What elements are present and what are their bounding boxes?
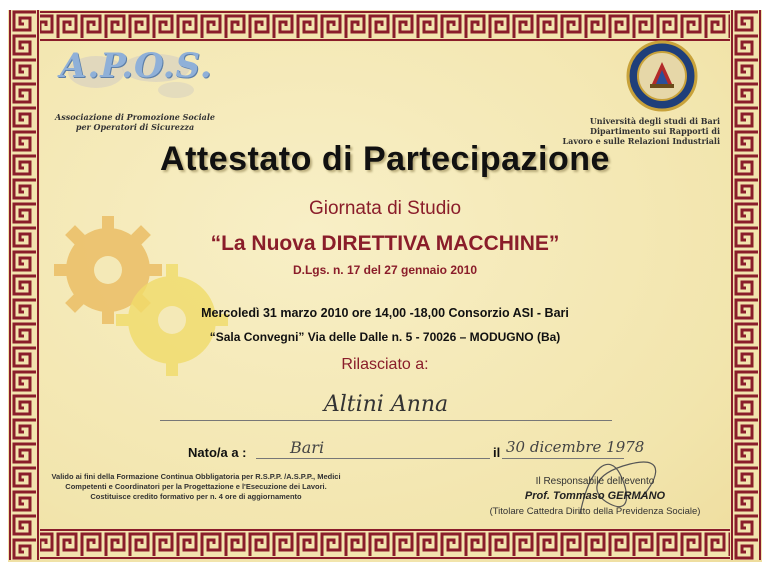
greek-key-border-right (730, 10, 762, 560)
birthdate-value: 30 dicembre 1978 (506, 438, 645, 456)
birthdate-label: il (493, 445, 501, 460)
certificate-subtitle: Giornata di Studio (308, 198, 462, 219)
greek-key-border-left (8, 10, 40, 560)
certificate-title: Attestato di Partecipazione (160, 140, 610, 178)
recipient-underline (160, 420, 612, 421)
event-date-location: Mercoledì 31 marzo 2010 ore 14,00 -18,00 Consorzio ASI - Bari (201, 306, 569, 320)
birthplace-underline (256, 458, 490, 459)
decree-reference: D.Lgs. n. 17 del 27 gennaio 2010 (292, 263, 478, 277)
greek-key-border-bottom (8, 528, 762, 560)
university-seal-icon (626, 40, 698, 112)
course-name: “La Nuova DIRETTIVA MACCHINE” (210, 232, 560, 255)
validity-note: Valido ai fini della Formazione Continua Obbligatoria per R.S.P.P. /A.S.P.P., Medici Competenti e Coordinatori per la Progettazione e l'Esecuzione dei Lavori. Costituisce credito formativo per n. 4 ore di aggiornamento (51, 472, 341, 501)
birthplace-value: Bari (290, 438, 325, 457)
event-address: “Sala Convegni” Via delle Dalle n. 5 - 70026 – MODUGNO (Ba) (209, 330, 561, 344)
greek-key-border-top (8, 10, 762, 42)
apos-logo: A.P.O.S. (60, 46, 213, 86)
recipient-name: Altini Anna (323, 392, 449, 417)
birthplace-label: Nato/a a : (188, 445, 247, 460)
university-caption: Università degli studi di Bari Dipartimento sui Rapporti di Lavoro e sulle Relazioni Industriali (562, 116, 720, 146)
signer-role: Il Responsabile dell'evento (535, 476, 655, 487)
signer-title: (Titolare Cattedra Diritto della Previdenza Sociale) (489, 506, 701, 517)
apos-caption: Associazione di Promozione Sociale per Operatori di Sicurezza (55, 112, 215, 132)
issued-to-label: Rilasciato a: (341, 356, 429, 373)
signer-name: Prof. Tommaso GERMANO (524, 490, 666, 502)
